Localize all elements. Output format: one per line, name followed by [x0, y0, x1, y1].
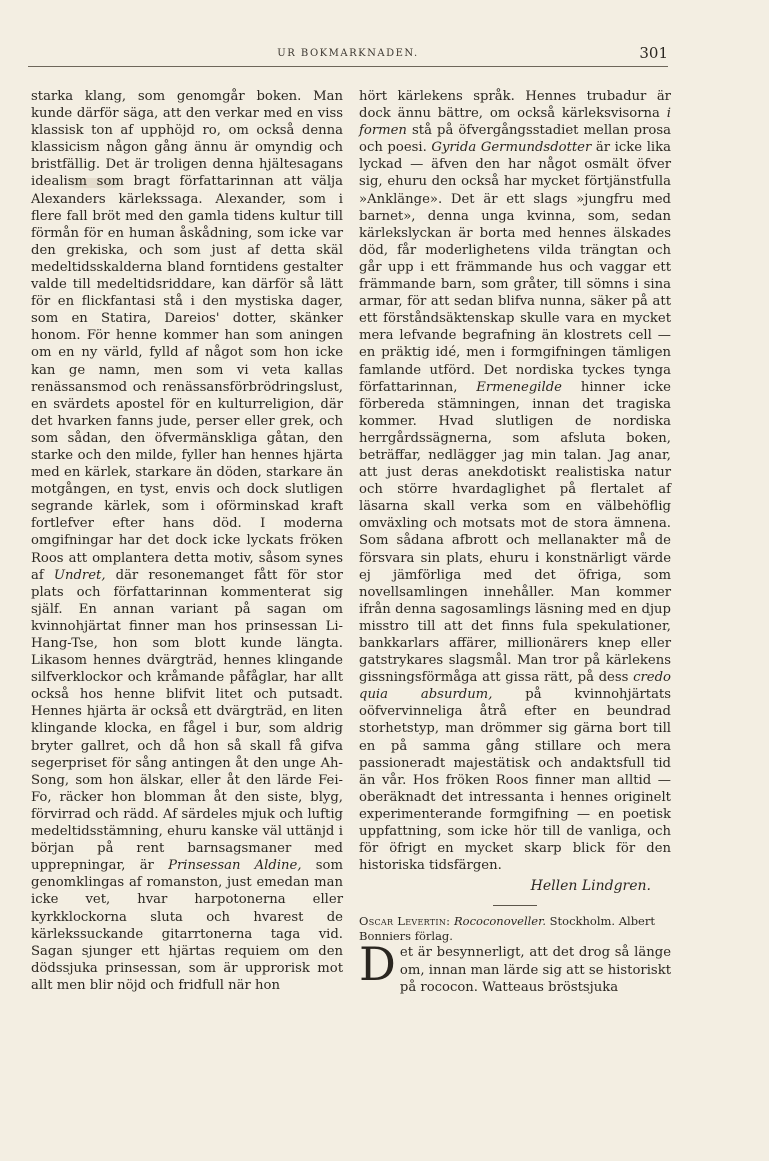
text-run: et är besynnerligt, att det drog så länge om, innan man lärde sig att se historiskt på rococon. Watteaus bröstsjuka: [399, 945, 671, 995]
title-i-formen: i formen: [359, 106, 671, 139]
title-ermenegilde: Ermenegilde: [476, 379, 562, 395]
title-prinsessan-aldine: Prinsessan Aldine,: [168, 858, 302, 874]
review-signature: Hellen Lindgren.: [530, 878, 651, 895]
left-paragraph: [31, 88, 343, 994]
right-paragraph: [359, 88, 671, 874]
text-run: där resonemanget fått för stor plats och författarinnan kommenterat sig själf. En annan variant på sagan om kvinnohjärtat finner man hos prinsessan Li-Hang-Tse, hon som blott kunde längta. Likasom hennes dvärgträd, hennes klingande silfverklockor och kråmande påfåglar, har allt också hos henne blifvit litet och putsadt. Hennes hjärta är också ett dvärgträd, en liten klingande klocka, en fågel i bur, som aldrig bryter gallret, och då hon så skall få gifva segerpriset för sång antingen åt den unge Ah-Song, som hon älskar, eller åt den lärde Fei-Fo, räcker hon blomman åt den siste, blyg, förvirrad och rädd. Af särdeles mjuk och luftig medeltidsstämning, ehuru kanske väl uttänjd i början på rent barnsagsmaner med upprepningar, är: [31, 567, 343, 874]
title-gyrida: Gyrida Germundsdotter: [431, 140, 592, 156]
text-run: starka klang, som genomgår boken. Man kunde därför säga, att den verkar med en viss klassisk ton af upphöjd ro, om också denna klassicism någon gång ännu är omyndig och bristfällig. Det är troligen denna hjältesagans idealism som bragt författarinnan att välja Alexanders kärlekssaga. Alexander, som i flere fall bröt med den gamla tidens kultur till förmån för en human åskådning, som icke var den grekiska, och som just af detta skäl medeltidsskalderna bland forntidens gestalter valde till medeltidsriddare, kan därför så lätt för en flickfantasi stå i den mystiska dager, som en Statira, Dareios' dotter, skänker honom. För henne kommer han som aningen om en ny värld, fylld af något som hon icke kan ge namn, men som vi veta kallas renässansmod och renässansförbrödringslust, en svärdets apostel för en kulturreligion, där det hvarken fanns jude, perser eller grek, och som sådan, den öfvermänskliga gåtan, den starke och den milde, fyller han hennes hjärta med en kärlek, starkare än döden, starkare än motgången, en tyst, envis och dock slutligen segrande kärlek, som i oförminskad kraft fortlefver efter hans död. I moderna omgifningar har det dock icke lyckats fröken Roos att omplantera detta motiv, såsom synes af: [31, 89, 343, 583]
review-author: Oscar Levertin:: [359, 914, 451, 929]
left-column: [31, 88, 343, 994]
text-run: är icke lika lyckad — äfven den har något osmält öfver sig, ehuru den också har mycket förtjänstfulla »Anklänge». Det är ett slags »jungfru med barnet», denna unga kvinna, som, sedan kärlekslyckan är borta med hennes älskades död, får moderlighetens vilda trängtan och går upp i ett främmande hus och vaggar ett främmande barn, som gråter, till sömns i sina armar, för att sedan blifva nunna, säker på att ett förståndsäktenskap skulle vara en mycket mera lefvande begrafning än klostrets cell — en präktig idé, men i formgifningen tämligen famlande utförd. Det nordiska tyckes tynga författarinnan,: [359, 140, 671, 395]
section-divider: [493, 905, 537, 906]
text-run: hinner icke förbereda stämningen, innan det tragiska kommer. Hvad slutligen de nordiska herrgårdssägnerna, som afsluta boken, beträffar, nedlägger jag min talan. Jag anar, att just deras anekdotiskt realistiska natur och större hvardaglighet på flertalet af läsarna skall verka som en välbehöflig omväxling och motsats mot de stora ämnena. Som sådana afbrott och mellanakter må de försvara sin plats, ehuru i konstnärligt värde ej jämförliga med det öfriga, som novellsamlingen innehåller. Man kommer ifrån denna sagosamlings läsning med en djup misstro till att det finns fula spekulationer, bankkarlars affärer, millionärers knep eller gatstrykares slagsmål. Man tror på kärlekens gissningsförmåga att gissa rätt, på dess: [359, 379, 671, 686]
text-run: på kvinnohjärtats oöfvervinneliga åtrå efter en beundrad storhetstyp, man drömmer sig gärna bort till en på samma gång stillare och mera passioneradt majestätisk och andaktsfull tid än vår. Hos fröken Roos finner man alltid — oberäknadt det intressanta i hennes originelt experimenterande formgifning — en poetisk uppfattning, som icke hör till de vanliga, och för öfrigt en mycket skarp blick för den historiska tidsfärgen.: [359, 687, 671, 874]
review-book-title: Rococonoveller.: [454, 914, 546, 929]
title-undret: Undret,: [53, 567, 106, 583]
page-number: 301: [639, 44, 668, 62]
text-run: hört kärlekens språk. Hennes trubadur är dock ännu bättre, om också kärleksvisorna: [359, 89, 671, 122]
text-run: stå på öfvergångsstadiet mellan prosa och poesi.: [359, 123, 671, 156]
drop-cap: D: [359, 937, 396, 992]
review-publisher: Stockholm. Albert Bonniers förlag.: [359, 914, 655, 944]
review-opening-paragraph: [359, 937, 671, 995]
phrase-credo-quia-absurdum: credo quia absurdum,: [359, 670, 671, 703]
right-column: [359, 88, 671, 996]
running-title: UR BOKMARKNADEN.: [277, 48, 419, 59]
page-header: [28, 40, 668, 67]
review-heading: [359, 914, 671, 944]
text-run: som genomklingas af romanston, just emedan man icke vet, hvar harpotonerna eller kyrkklockorna sluta och hvarest de kärlekssuckande gitarrtonerna taga vid. Sagan sjunger ett hjärtas requiem om den dödssjuka prinsessan, som är upprorisk mot allt men blir nöjd och fridfull när hon: [31, 858, 343, 993]
